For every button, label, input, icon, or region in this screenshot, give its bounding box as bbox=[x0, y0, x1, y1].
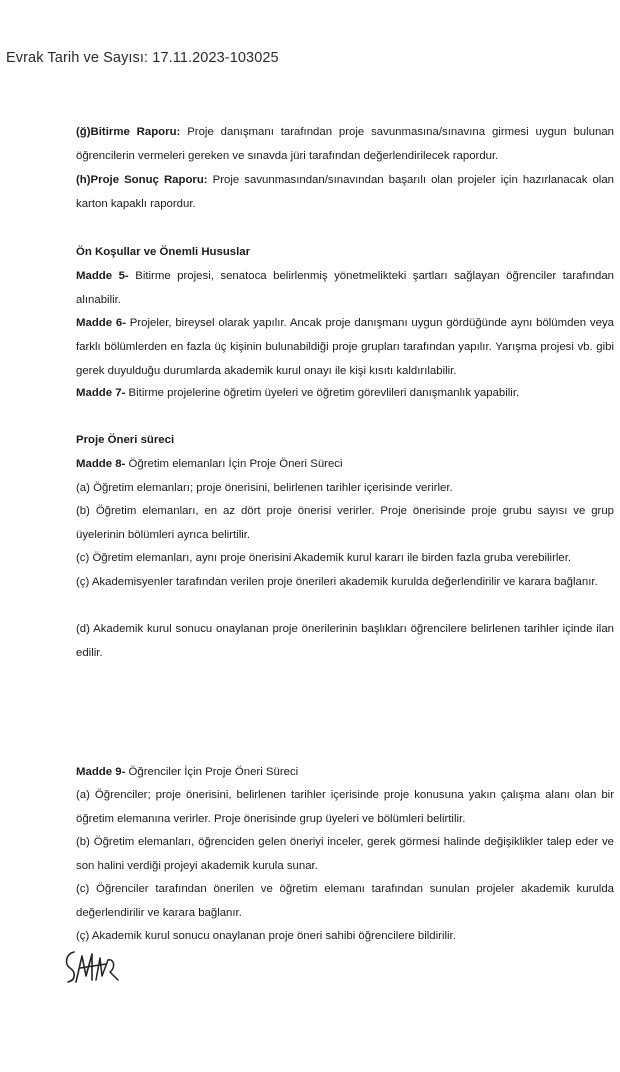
article-6-text: Projeler, bireysel olarak yapılır. Ancak proje danışmanı uygun gördüğünde aynı bölümden veya farklı bölümlerden en fazla üç kişinin bulunabildiği proje grupları tarafından yapılır. Yarışma projesi vb. gibi gerek duyulduğu durumlarda akademik kurul onayı ile kişi kısıtı kaldırılabilir. bbox=[76, 317, 614, 377]
article-7-text: Bitirme projelerine öğretim üyeleri ve öğretim görevlileri danışmanlık yapabilir. bbox=[125, 387, 520, 399]
article-5 bbox=[76, 264, 614, 312]
definition-h bbox=[76, 168, 614, 216]
article-8-item-c: (c) Öğretim elemanları, aynı proje önerisini Akademik kurul kararı ile birden fazla gruba verebilirler. bbox=[76, 552, 572, 564]
article-8-item-b: (b) Öğretim elemanları, en az dört proje önerisi verirler. Proje önerisinde proje grubu sayısı ve grup üyelerinin bölümleri ayrıca belirtilir. bbox=[76, 505, 614, 541]
definition-g bbox=[76, 120, 614, 168]
article-5-text: Bitirme projesi, senatoca belirlenmiş yönetmelikteki şartları sağlayan öğrenciler tarafından alınabilir. bbox=[76, 270, 615, 306]
article-9-item-b: (b) Öğretim elemanları, öğrenciden gelen öneriyi inceler, gerek görmesi halinde değişiklikler talep eder ve son halini verdiği projeyi akademik kurula sunar. bbox=[76, 836, 614, 872]
article-7-label: Madde 7- bbox=[76, 387, 126, 399]
article-9-text: Öğrenciler İçin Proje Öneri Süreci bbox=[125, 766, 299, 778]
article-8-item-cc: (ç) Akademisyenler tarafından verilen proje önerileri akademik kurulda değerlendirilir ve karara bağlanır. bbox=[76, 576, 598, 588]
article-6-label: Madde 6- bbox=[76, 317, 126, 329]
article-8 bbox=[76, 452, 614, 476]
handwritten-signature bbox=[62, 946, 122, 986]
definition-g-label: (ğ)Bitirme Raporu: bbox=[76, 126, 181, 138]
article-9-item-c: (c) Öğrenciler tarafından önerilen ve öğretim elemanı tarafından sunulan projeler akademik kurulda değerlendirilir ve karara bağlanır. bbox=[76, 883, 614, 919]
article-6 bbox=[76, 311, 614, 383]
article-9 bbox=[76, 760, 614, 784]
article-5-label: Madde 5- bbox=[76, 270, 129, 282]
definition-h-label: (h)Proje Sonuç Raporu: bbox=[76, 174, 208, 186]
document-reference: Evrak Tarih ve Sayısı: 17.11.2023-103025 bbox=[6, 50, 279, 66]
article-9-item-cc: (ç) Akademik kurul sonucu onaylanan proje öneri sahibi öğrencilere bildirilir. bbox=[76, 930, 456, 942]
article-8-text: Öğretim elemanları İçin Proje Öneri Süreci bbox=[125, 458, 343, 470]
definition-g-text: Proje danışmanı tarafından proje savunmasına/sınavına girmesi uygun bulunan öğrencilerin vermeleri gereken ve sınavda jüri tarafından değerlendirilecek rapordur. bbox=[76, 126, 614, 162]
article-9-label: Madde 9- bbox=[76, 766, 126, 778]
definition-h-text: Proje savunmasından/sınavından başarılı olan projeler için hazırlanacak olan karton kapaklı rapordur. bbox=[76, 174, 615, 210]
article-8-item-a: (a) Öğretim elemanları; proje önerisini, belirlenen tarihler içerisinde verirler. bbox=[76, 482, 453, 494]
article-8-item-d: (d) Akademik kurul sonucu onaylanan proje önerilerinin başlıkları öğrencilere belirlenen tarihler içinde ilan edilir. bbox=[76, 623, 614, 659]
section-title-proposal-process: Proje Öneri süreci bbox=[76, 434, 175, 446]
article-7 bbox=[76, 381, 614, 405]
article-8-label: Madde 8- bbox=[76, 458, 126, 470]
section-title-prerequisites: Ön Koşullar ve Önemli Hususlar bbox=[76, 246, 251, 258]
article-9-item-a: (a) Öğrenciler; proje önerisini, belirlenen tarihler içerisinde proje konusuna yakın çalışma alanı olan bir öğretim elemanına verirler. Proje önerisinde grup üyeleri ve bölümleri belirtilir. bbox=[76, 789, 614, 825]
